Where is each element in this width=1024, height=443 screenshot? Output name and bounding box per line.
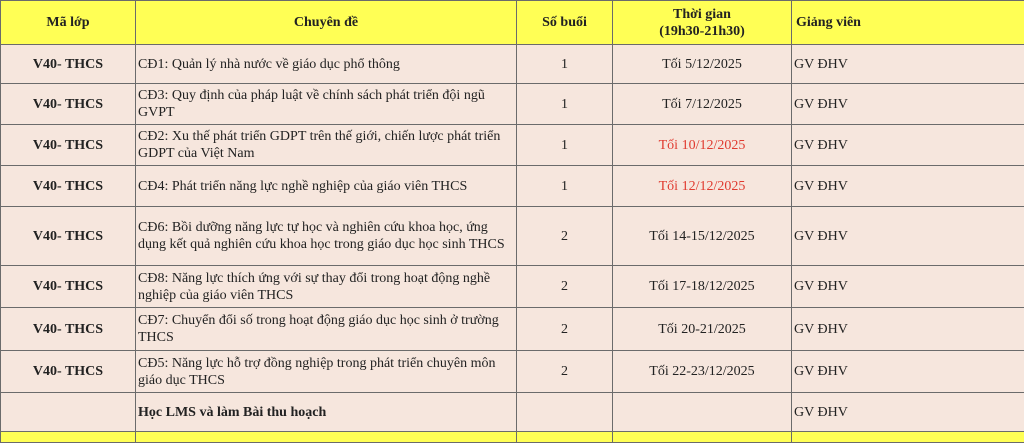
class-code-cell: V40- THCS xyxy=(1,207,136,266)
topic-cell: CĐ8: Năng lực thích ứng với sự thay đổi trong hoạt động nghề nghiệp của giáo viên THCS xyxy=(136,266,517,308)
table-row xyxy=(1,393,1024,432)
teacher-cell: GV ĐHV xyxy=(792,125,1024,166)
class-code-cell: V40- THCS xyxy=(1,266,136,308)
class-code-cell: V40- THCS xyxy=(1,351,136,393)
header-time xyxy=(613,1,792,45)
class-code-cell: V40- THCS xyxy=(1,125,136,166)
teacher-cell: GV ĐHV xyxy=(792,207,1024,266)
time-cell: Tối 5/12/2025 xyxy=(613,45,792,84)
time-cell: Tối 20-21/2025 xyxy=(613,308,792,351)
topic-cell: CĐ3: Quy định của pháp luật về chính sách phát triển đội ngũ GVPT xyxy=(136,84,517,125)
sessions-cell: 2 xyxy=(517,266,613,308)
topic-cell: CĐ6: Bồi dưỡng năng lực tự học và nghiên cứu khoa học, ứng dụng kết quả nghiên cứu khoa học trong giáo dục học sinh THCS xyxy=(136,207,517,266)
time-cell: Tối 7/12/2025 xyxy=(613,84,792,125)
time-cell: Tối 22-23/12/2025 xyxy=(613,351,792,393)
header-sessions: Số buổi xyxy=(517,1,613,45)
header-time-hours: (19h30-21h30) xyxy=(615,23,789,40)
header-teacher: Giảng viên xyxy=(792,1,1024,45)
topic-cell: CĐ4: Phát triển năng lực nghề nghiệp của giáo viên THCS xyxy=(136,166,517,207)
teacher-cell: GV ĐHV xyxy=(792,45,1024,84)
table-row xyxy=(1,308,1024,351)
sessions-cell: 2 xyxy=(517,207,613,266)
sessions-cell: 1 xyxy=(517,166,613,207)
table-row xyxy=(1,351,1024,393)
time-cell-highlight: Tối 10/12/2025 xyxy=(613,125,792,166)
time-cell xyxy=(613,393,792,432)
teacher-cell: GV ĐHV xyxy=(792,308,1024,351)
time-cell-highlight: Tối 12/12/2025 xyxy=(613,166,792,207)
teacher-cell: GV ĐHV xyxy=(792,393,1024,432)
header-time-title: Thời gian xyxy=(615,6,789,23)
table-row xyxy=(1,266,1024,308)
class-code-cell: V40- THCS xyxy=(1,84,136,125)
topic-cell: CĐ1: Quản lý nhà nước về giáo dục phổ thông xyxy=(136,45,517,84)
table-row xyxy=(1,45,1024,84)
table-row xyxy=(1,84,1024,125)
time-cell: Tối 17-18/12/2025 xyxy=(613,266,792,308)
table-row xyxy=(1,207,1024,266)
table-row xyxy=(1,125,1024,166)
teacher-cell: GV ĐHV xyxy=(792,166,1024,207)
sessions-cell: 1 xyxy=(517,84,613,125)
class-code-cell: V40- THCS xyxy=(1,308,136,351)
sessions-cell: 2 xyxy=(517,308,613,351)
footer-row xyxy=(1,432,1024,443)
footer-cell xyxy=(792,432,1024,443)
table-row xyxy=(1,166,1024,207)
topic-cell: CĐ7: Chuyển đổi số trong hoạt động giáo dục học sinh ở trường THCS xyxy=(136,308,517,351)
topic-cell: CĐ2: Xu thế phát triển GDPT trên thế giới, chiến lược phát triển GDPT của Việt Nam xyxy=(136,125,517,166)
topic-cell: Học LMS và làm Bài thu hoạch xyxy=(136,393,517,432)
class-code-cell: V40- THCS xyxy=(1,166,136,207)
header-topic: Chuyên đề xyxy=(136,1,517,45)
teacher-cell: GV ĐHV xyxy=(792,84,1024,125)
footer-cell xyxy=(136,432,517,443)
sessions-cell: 1 xyxy=(517,45,613,84)
footer-cell xyxy=(517,432,613,443)
sessions-cell xyxy=(517,393,613,432)
header-row xyxy=(1,1,1024,45)
sessions-cell: 2 xyxy=(517,351,613,393)
teacher-cell: GV ĐHV xyxy=(792,351,1024,393)
class-code-cell: V40- THCS xyxy=(1,45,136,84)
class-code-cell xyxy=(1,393,136,432)
teacher-cell: GV ĐHV xyxy=(792,266,1024,308)
sessions-cell: 1 xyxy=(517,125,613,166)
header-class-code: Mã lớp xyxy=(1,1,136,45)
topic-cell: CĐ5: Năng lực hỗ trợ đồng nghiệp trong phát triển chuyên môn giáo dục THCS xyxy=(136,351,517,393)
footer-cell xyxy=(1,432,136,443)
footer-cell xyxy=(613,432,792,443)
time-cell: Tối 14-15/12/2025 xyxy=(613,207,792,266)
